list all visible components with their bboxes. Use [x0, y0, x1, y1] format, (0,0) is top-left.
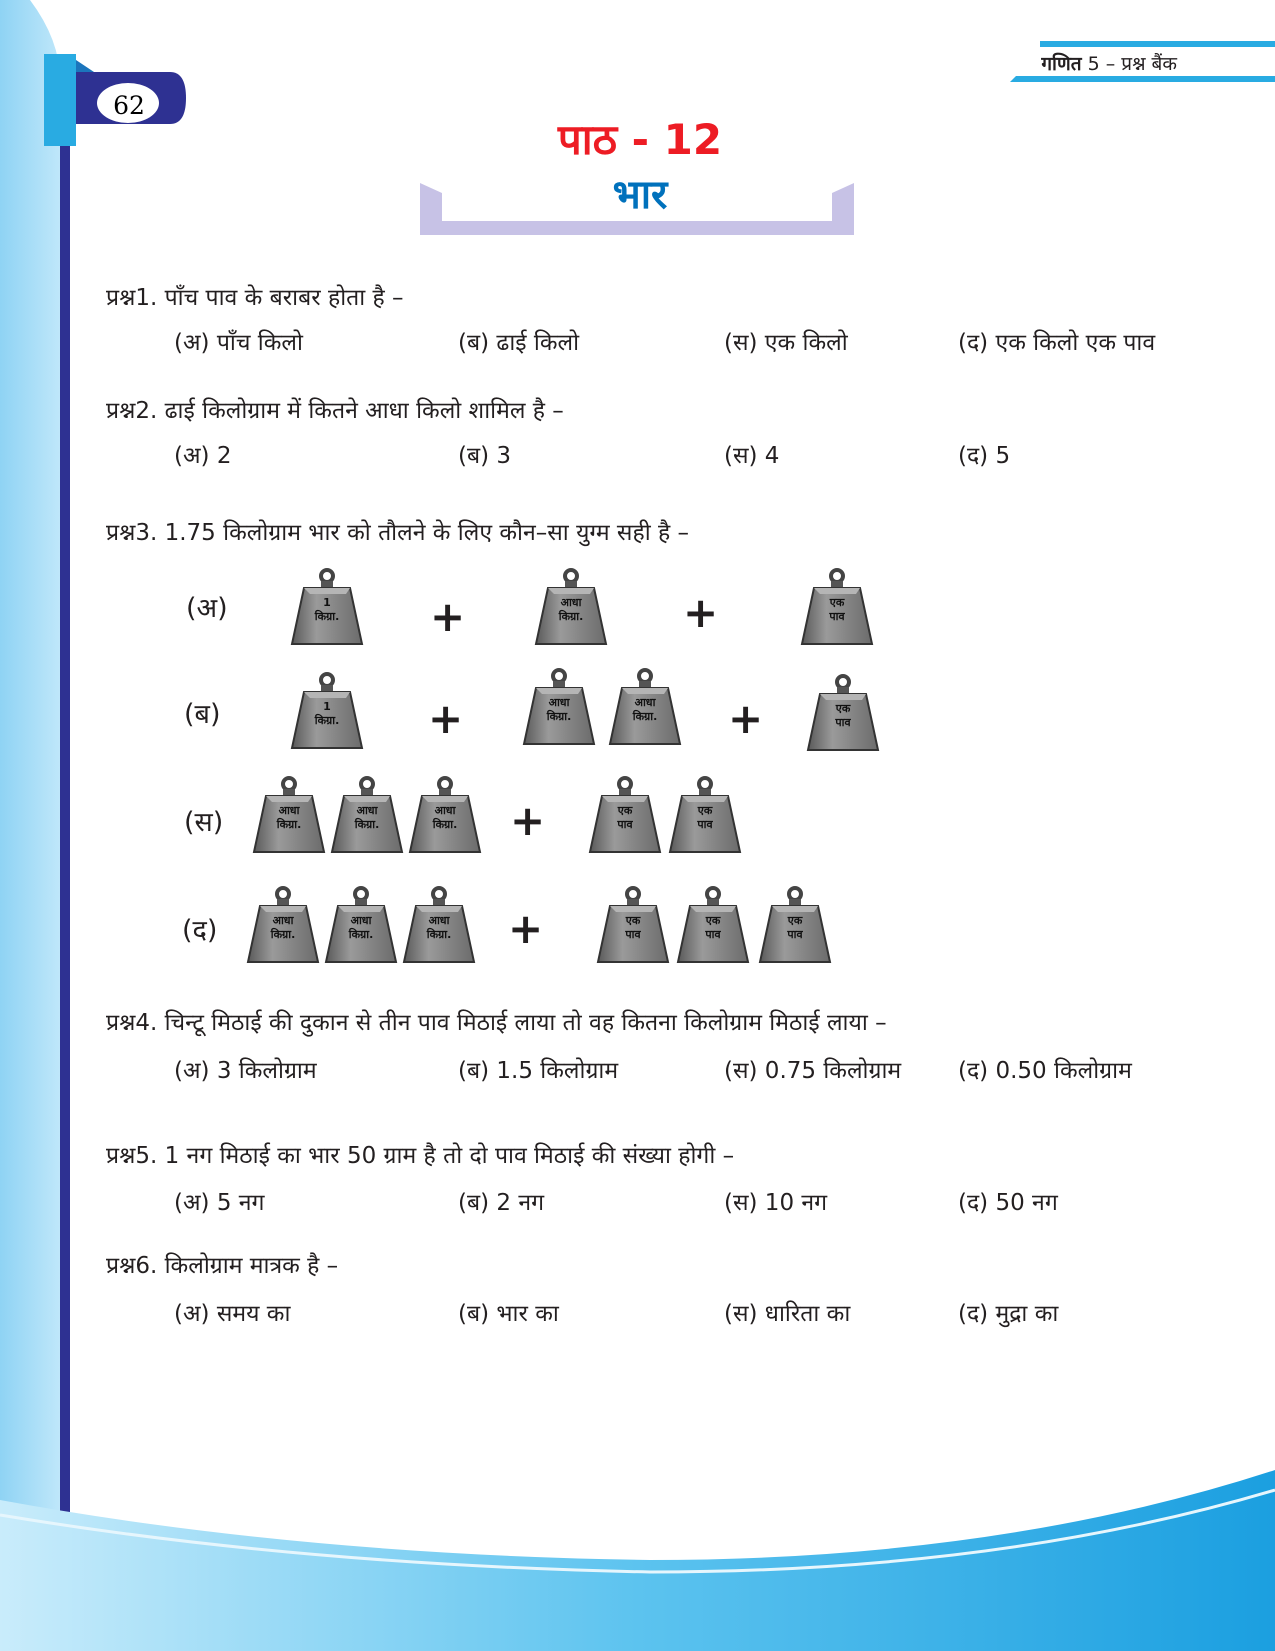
weight-label-line-2: किग्रा. — [426, 928, 452, 941]
weight-half-kg-icon — [534, 568, 608, 646]
weight-label-line-1: आधा — [634, 696, 656, 709]
weight-ek-pav-icon — [668, 776, 742, 854]
weight-label-line-2: किग्रा. — [632, 710, 658, 723]
weight-label-line-2: पाव — [697, 818, 713, 831]
q4-option-b: (ब) 1.5 किलोग्राम — [458, 1058, 619, 1084]
weight-label-line-1: आधा — [434, 804, 456, 817]
weight-label — [606, 914, 660, 942]
q1-option-a: (अ) पाँच किलो — [174, 330, 303, 356]
weight-label — [816, 702, 870, 730]
weight-label — [256, 914, 310, 942]
weight-label — [618, 696, 672, 724]
q1-option-d: (द) एक किलो एक पाव — [958, 330, 1156, 356]
weight-label-line-2: किग्रा. — [348, 928, 374, 941]
weight-label-line-1: आधा — [278, 804, 300, 817]
weight-label-line-1: एक — [617, 804, 633, 817]
weight-label-line-2: किग्रा. — [432, 818, 458, 831]
q2-option-a: (अ) 2 — [174, 443, 232, 469]
lesson-number: पाठ - 12 — [557, 115, 723, 164]
plus-sign: + — [430, 592, 466, 641]
weight-label — [334, 914, 388, 942]
q3-row-label-c: (स) — [184, 807, 224, 838]
weight-half-kg-icon — [608, 668, 682, 746]
weight-label — [678, 804, 732, 832]
weight-label — [412, 914, 466, 942]
weight-label-line-1: एक — [835, 702, 851, 715]
weight-label — [262, 804, 316, 832]
q2-option-b: (ब) 3 — [458, 443, 512, 469]
weight-label — [810, 596, 864, 624]
question-6: प्रश्न6. किलोग्राम मात्रक है – — [106, 1253, 339, 1279]
weight-ek-pav-icon — [758, 886, 832, 964]
question-4: प्रश्न4. चिन्टू मिठाई की दुकान से तीन पाव मिठाई लाया तो वह कितना किलोग्राम मिठाई लाया – — [106, 1010, 887, 1036]
weight-ek-pav-icon — [806, 674, 880, 752]
q3-row-label-b: (ब) — [184, 699, 221, 730]
weight-half-kg-icon — [246, 886, 320, 964]
weight-label-line-2: पाव — [835, 716, 851, 729]
weight-half-kg-icon — [324, 886, 398, 964]
question-2: प्रश्न2. ढाई किलोग्राम में कितने आधा किलो शामिल है – — [106, 398, 564, 424]
question-5: प्रश्न5. 1 नग मिठाई का भार 50 ग्राम है तो दो पाव मिठाई की संख्या होगी – — [106, 1143, 735, 1169]
q4-option-d: (द) 0.50 किलोग्राम — [958, 1058, 1132, 1084]
q4-option-c: (स) 0.75 किलोग्राम — [724, 1058, 902, 1084]
weight-label-line-2: पाव — [705, 928, 721, 941]
page-number: 62 — [113, 91, 145, 120]
weight-label — [686, 914, 740, 942]
weight-half-kg-icon — [252, 776, 326, 854]
weight-label-line-2: पाव — [617, 818, 633, 831]
weight-label — [768, 914, 822, 942]
weight-label-line-1: आधा — [548, 696, 570, 709]
weight-label — [300, 700, 354, 728]
q5-option-c: (स) 10 नग — [724, 1190, 828, 1216]
book-header — [937, 50, 1177, 76]
weight-ek-pav-icon — [588, 776, 662, 854]
weight-label — [340, 804, 394, 832]
weight-label — [544, 596, 598, 624]
q2-option-c: (स) 4 — [724, 443, 780, 469]
q3-row-label-a: (अ) — [186, 593, 228, 624]
weight-label-line-1: 1 — [323, 596, 331, 609]
weight-label — [300, 596, 354, 624]
weight-label-line-2: पाव — [829, 610, 845, 623]
weight-label — [598, 804, 652, 832]
weight-ek-pav-icon — [596, 886, 670, 964]
q4-option-a: (अ) 3 किलोग्राम — [174, 1058, 317, 1084]
q5-option-d: (द) 50 नग — [958, 1190, 1058, 1216]
weight-label-line-1: आधा — [428, 914, 450, 927]
weight-label-line-1: आधा — [560, 596, 582, 609]
plus-sign: + — [728, 694, 764, 743]
q6-option-a: (अ) समय का — [174, 1301, 291, 1327]
q1-option-b: (ब) ढाई किलो — [458, 330, 580, 356]
header-subject: गणित — [1041, 53, 1082, 75]
plus-sign: + — [510, 796, 546, 845]
q3-row-label-d: (द) — [182, 915, 218, 946]
q6-option-d: (द) मुद्रा का — [958, 1301, 1059, 1327]
weight-label — [532, 696, 586, 724]
weight-label-line-1: एक — [705, 914, 721, 927]
q2-option-d: (द) 5 — [958, 443, 1011, 469]
weight-label-line-1: आधा — [272, 914, 294, 927]
weight-label-line-1: आधा — [356, 804, 378, 817]
weight-half-kg-icon — [402, 886, 476, 964]
weight-half-kg-icon — [408, 776, 482, 854]
q5-option-b: (ब) 2 नग — [458, 1190, 545, 1216]
weight-ek-pav-icon — [800, 568, 874, 646]
q1-option-c: (स) एक किलो — [724, 330, 848, 356]
weight-label-line-1: आधा — [350, 914, 372, 927]
header-rest: 5 – प्रश्न बैंक — [1087, 53, 1177, 75]
weight-label-line-2: किग्रा. — [270, 928, 296, 941]
weight-label-line-2: किग्रा. — [354, 818, 380, 831]
weight-label-line-2: किग्रा. — [314, 610, 340, 623]
weight-label-line-1: 1 — [323, 700, 331, 713]
weight-label-line-2: पाव — [625, 928, 641, 941]
q6-option-b: (ब) भार का — [458, 1301, 559, 1327]
weight-label-line-1: एक — [625, 914, 641, 927]
plus-sign: + — [683, 588, 719, 637]
weight-label-line-1: एक — [787, 914, 803, 927]
weight-1kg-icon — [290, 568, 364, 646]
weight-label-line-2: पाव — [787, 928, 803, 941]
weight-label — [418, 804, 472, 832]
q6-option-c: (स) धारिता का — [724, 1301, 851, 1327]
weight-label-line-2: किग्रा. — [276, 818, 302, 831]
lesson-title: भार — [612, 172, 668, 218]
weight-half-kg-icon — [330, 776, 404, 854]
question-1: प्रश्न1. पाँच पाव के बराबर होता है – — [106, 285, 404, 311]
question-3: प्रश्न3. 1.75 किलोग्राम भार को तौलने के लिए कौन–सा युग्म सही है – — [106, 520, 689, 546]
weight-half-kg-icon — [522, 668, 596, 746]
weight-label-line-2: किग्रा. — [546, 710, 572, 723]
plus-sign: + — [508, 904, 544, 953]
weight-label-line-2: किग्रा. — [558, 610, 584, 623]
plus-sign: + — [428, 694, 464, 743]
weight-label-line-2: किग्रा. — [314, 714, 340, 727]
weight-1kg-icon — [290, 672, 364, 750]
weight-label-line-1: एक — [829, 596, 845, 609]
weight-ek-pav-icon — [676, 886, 750, 964]
weight-label-line-1: एक — [697, 804, 713, 817]
q5-option-a: (अ) 5 नग — [174, 1190, 265, 1216]
